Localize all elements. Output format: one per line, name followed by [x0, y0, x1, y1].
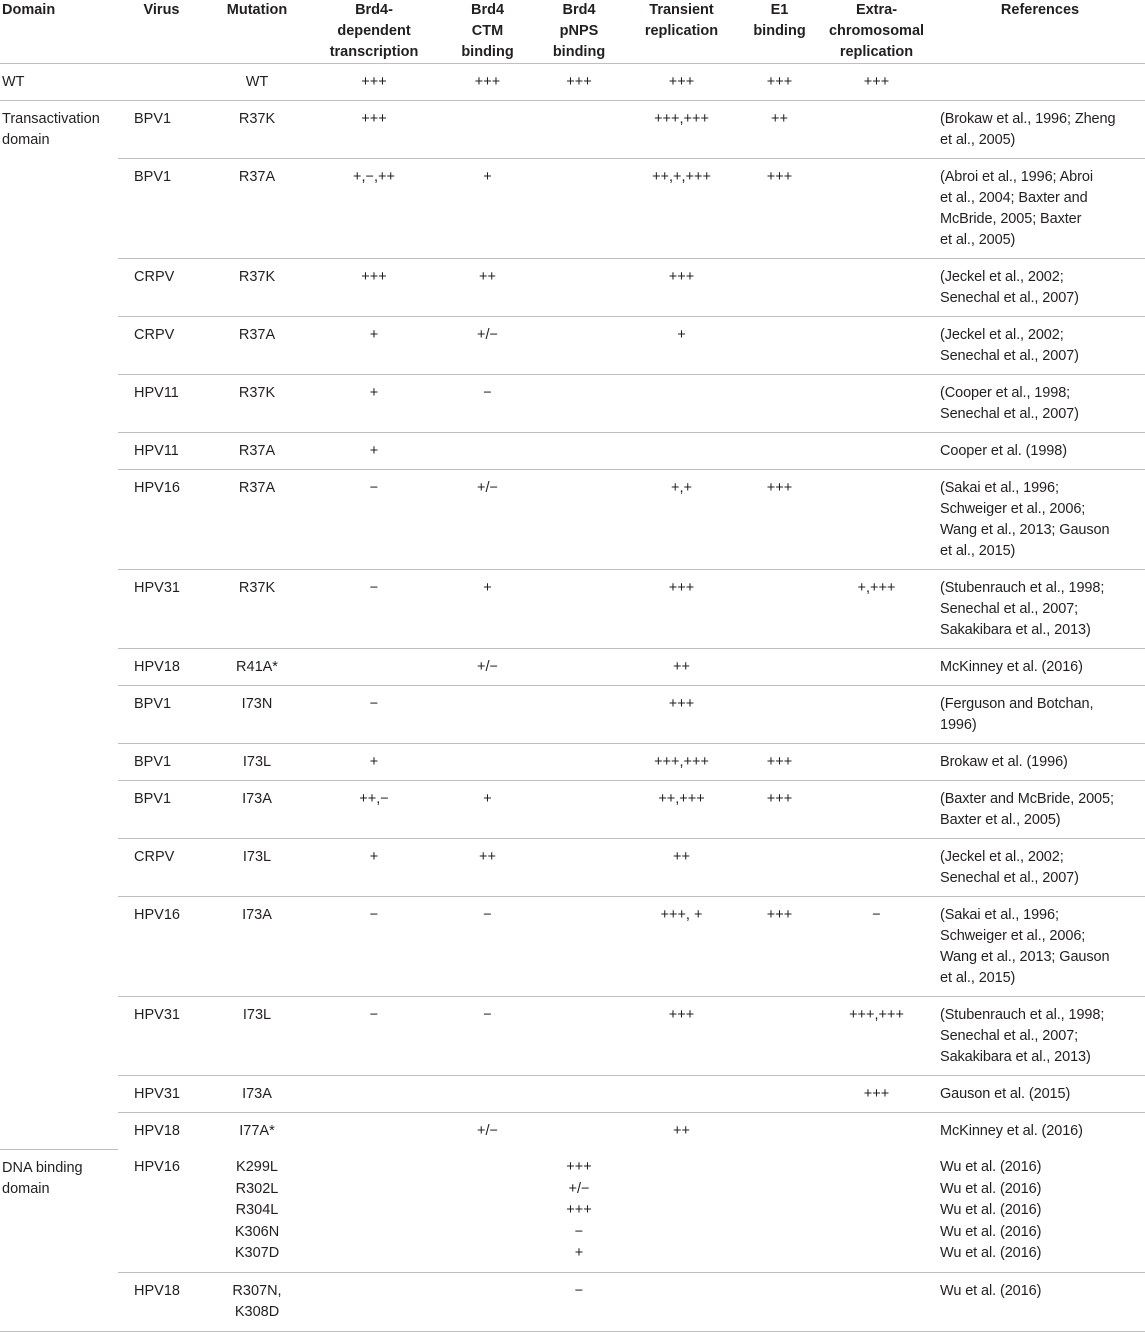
- brd4-dependent-cell: −: [309, 897, 439, 997]
- ctm-binding-cell: +/−: [439, 317, 536, 375]
- virus-cell: HPV11: [118, 375, 205, 433]
- mutation-cell: R37K: [205, 570, 309, 649]
- extrachromosomal-cell: [818, 317, 935, 375]
- table-body: [0, 64, 1145, 1332]
- brd4-dependent-cell: [309, 649, 439, 686]
- references-cell: [935, 839, 1145, 897]
- pnps-binding-cell: [536, 744, 622, 781]
- virus-cell: HPV11: [118, 433, 205, 470]
- brd4-dependent-cell: +: [309, 839, 439, 897]
- extrachromosomal-cell: −: [818, 897, 935, 997]
- brd4-dependent-cell: +: [309, 433, 439, 470]
- virus-cell: HPV16: [118, 897, 205, 997]
- transient-replication-cell: [622, 1076, 741, 1113]
- table-row: [0, 1076, 1145, 1113]
- mutation-cell: I73A: [205, 781, 309, 839]
- reference-line: Baxter et al., 2005): [940, 812, 1061, 828]
- reference-line: (Jeckel et al., 2002;: [940, 269, 1064, 285]
- table-row: [0, 375, 1145, 433]
- virus-cell: HPV18: [118, 1272, 205, 1331]
- pnps-value-line: −: [574, 1282, 584, 1299]
- ctm-binding-cell: [439, 433, 536, 470]
- domain-label: Transactivation: [2, 111, 100, 127]
- extrachromosomal-cell: [818, 1113, 935, 1150]
- table-row: [0, 686, 1145, 744]
- transient-replication-cell: +++: [622, 259, 741, 317]
- mutation-line: K308D: [234, 1304, 280, 1320]
- ctm-binding-cell: +/−: [439, 649, 536, 686]
- transient-replication-cell: +: [622, 317, 741, 375]
- reference-line: Sakakibara et al., 2013): [940, 622, 1091, 638]
- extrachromosomal-cell: +++: [818, 1076, 935, 1113]
- reference-line: Sakakibara et al., 2013): [940, 1049, 1091, 1065]
- virus-cell: [118, 64, 205, 101]
- header-text: transcription: [329, 44, 419, 60]
- table-row: [0, 1149, 1145, 1272]
- pnps-binding-cell: [536, 997, 622, 1076]
- extrachromosomal-cell: [818, 744, 935, 781]
- brd4-dependent-cell: −: [309, 470, 439, 570]
- transient-replication-cell: [622, 1272, 741, 1331]
- transient-replication-cell: +++: [622, 570, 741, 649]
- references-cell: [935, 686, 1145, 744]
- brd4-dependent-cell: ++,−: [309, 781, 439, 839]
- transient-replication-cell: +++: [622, 64, 741, 101]
- reference-line: (Brokaw et al., 1996; Zheng: [940, 111, 1116, 127]
- reference-line: (Sakai et al., 1996;: [940, 907, 1059, 923]
- references-cell: [935, 997, 1145, 1076]
- reference-line: Wu et al. (2016): [940, 1282, 1042, 1299]
- virus-cell: CRPV: [118, 259, 205, 317]
- virus-cell: HPV31: [118, 997, 205, 1076]
- table-row: [0, 317, 1145, 375]
- mutation-line: R304L: [235, 1202, 279, 1218]
- extrachromosomal-cell: [818, 259, 935, 317]
- header-row: [0, 0, 1145, 64]
- header-text: dependent: [337, 23, 411, 39]
- brd4-dependent-cell: +: [309, 744, 439, 781]
- pnps-binding-cell: [536, 433, 622, 470]
- reference-line: (Stubenrauch et al., 1998;: [940, 580, 1105, 596]
- reference-line: Schweiger et al., 2006;: [940, 928, 1086, 944]
- references-cell: [935, 1113, 1145, 1150]
- references-cell: [935, 433, 1145, 470]
- ctm-binding-cell: [439, 744, 536, 781]
- reference-line: Gauson et al. (2015): [940, 1086, 1071, 1102]
- reference-line: Wu et al. (2016): [940, 1202, 1042, 1218]
- mutation-cell: R37A: [205, 159, 309, 259]
- e1-binding-cell: +++: [741, 64, 818, 101]
- pnps-value-line: +: [574, 1245, 584, 1261]
- table-row: [0, 101, 1145, 159]
- header-extrachromosomal-replication: [818, 0, 935, 64]
- mutation-cell: R37K: [205, 259, 309, 317]
- reference-line: (Baxter and McBride, 2005;: [940, 791, 1114, 807]
- table-row: [0, 997, 1145, 1076]
- pnps-binding-cell: [536, 317, 622, 375]
- reference-line: et al., 2004; Baxter and: [940, 190, 1088, 206]
- references-cell: [935, 470, 1145, 570]
- transient-replication-cell: ++: [622, 839, 741, 897]
- virus-cell: HPV18: [134, 1123, 180, 1139]
- mutation-cell: [205, 1272, 309, 1331]
- mutation-cell: I73L: [205, 839, 309, 897]
- references-cell: [935, 64, 1145, 101]
- extrachromosomal-cell: [818, 470, 935, 570]
- pnps-value-line: +/−: [568, 1180, 590, 1197]
- e1-binding-cell: [741, 1076, 818, 1113]
- table-row: [0, 470, 1145, 570]
- header-text: CTM: [471, 23, 504, 39]
- extrachromosomal-cell: +,+++: [818, 570, 935, 649]
- ctm-binding-cell: [439, 686, 536, 744]
- reference-line: et al., 2015): [940, 543, 1016, 559]
- transient-replication-cell: ++: [673, 1123, 690, 1139]
- mutation-cell: R37K: [205, 375, 309, 433]
- transient-replication-cell: [622, 375, 741, 433]
- e1-binding-cell: +++: [741, 744, 818, 781]
- table-row: [0, 897, 1145, 997]
- transient-replication-cell: ++: [622, 649, 741, 686]
- mutation-cell: [205, 1149, 309, 1272]
- transient-replication-cell: +,+: [622, 470, 741, 570]
- reference-line: (Stubenrauch et al., 1998;: [940, 1007, 1105, 1023]
- ctm-binding-cell: [439, 1149, 536, 1272]
- pnps-binding-cell: [536, 686, 622, 744]
- mutation-cell: WT: [205, 64, 309, 101]
- references-cell: [935, 897, 1145, 997]
- mutation-cell: R37A: [205, 470, 309, 570]
- references-cell: [935, 781, 1145, 839]
- mutation-cell: I73N: [205, 686, 309, 744]
- brd4-dependent-cell: +: [309, 375, 439, 433]
- pnps-value-line: +++: [566, 1202, 592, 1218]
- domain-label: domain: [2, 132, 50, 148]
- header-text: Brd4: [562, 2, 596, 18]
- pnps-binding-cell: [536, 781, 622, 839]
- domain-cell: WT: [0, 64, 118, 101]
- pnps-binding-cell: [536, 375, 622, 433]
- reference-line: (Sakai et al., 1996;: [940, 480, 1059, 496]
- extrachromosomal-cell: [818, 1272, 935, 1331]
- brd4-dependent-cell: +: [309, 317, 439, 375]
- reference-line: Brokaw et al. (1996): [940, 754, 1068, 770]
- ctm-binding-cell: +: [439, 570, 536, 649]
- e1-binding-cell: [741, 1113, 818, 1150]
- e1-binding-cell: [741, 839, 818, 897]
- ctm-binding-cell: ++: [439, 259, 536, 317]
- pnps-value-line: +++: [566, 1159, 592, 1175]
- header-text: Extra-: [855, 2, 898, 18]
- mutation-line: K306N: [234, 1223, 280, 1240]
- reference-line: Senechal et al., 2007;: [940, 601, 1079, 617]
- transient-replication-cell: [622, 1149, 741, 1272]
- reference-line: McBride, 2005; Baxter: [940, 211, 1082, 227]
- mutation-cell: R41A*: [205, 649, 309, 686]
- table-row-wt: [0, 64, 1145, 101]
- reference-line: (Ferguson and Botchan,: [940, 696, 1094, 712]
- table-row: [0, 433, 1145, 470]
- references-cell: [935, 1076, 1145, 1113]
- virus-cell: HPV31: [118, 570, 205, 649]
- header-virus: Virus: [118, 0, 205, 64]
- pnps-binding-cell: [536, 159, 622, 259]
- e1-binding-cell: +++: [741, 897, 818, 997]
- ctm-binding-cell: [439, 101, 536, 159]
- brd4-dependent-cell: +,−,++: [309, 159, 439, 259]
- domain-cell: [0, 101, 118, 1150]
- reference-line: Wang et al., 2013; Gauson: [940, 949, 1110, 965]
- extrachromosomal-cell: [818, 1149, 935, 1272]
- pnps-binding-cell: [536, 259, 622, 317]
- reference-line: Wu et al. (2016): [940, 1159, 1042, 1175]
- brd4-dependent-cell: −: [309, 997, 439, 1076]
- extrachromosomal-cell: [818, 101, 935, 159]
- virus-cell: BPV1: [118, 686, 205, 744]
- domain-cell: [0, 1149, 118, 1331]
- references-cell: [935, 375, 1145, 433]
- reference-line: Wu et al. (2016): [940, 1223, 1042, 1240]
- reference-line: Senechal et al., 2007): [940, 348, 1079, 364]
- pnps-binding-cell: +++: [536, 64, 622, 101]
- e1-binding-cell: +++: [741, 159, 818, 259]
- header-mutation: Mutation: [205, 0, 309, 64]
- references-cell: [935, 1272, 1145, 1331]
- reference-line: et al., 2005): [940, 132, 1016, 148]
- domain-label: DNA binding: [2, 1159, 83, 1176]
- table-row: [0, 259, 1145, 317]
- brd4-dependent-cell: +++: [309, 259, 439, 317]
- mutation-cell: R37A: [205, 433, 309, 470]
- table-row: [0, 570, 1145, 649]
- brd4-dependent-cell: [309, 1272, 439, 1331]
- brd4-dependent-cell: −: [309, 570, 439, 649]
- header-e1-binding: [741, 0, 818, 64]
- e1-binding-cell: [741, 1149, 818, 1272]
- e1-binding-cell: +++: [741, 470, 818, 570]
- transient-replication-cell: +++,+++: [622, 101, 741, 159]
- pnps-binding-cell: [536, 839, 622, 897]
- ctm-binding-cell: −: [439, 375, 536, 433]
- ctm-binding-cell: +++: [439, 64, 536, 101]
- e1-binding-cell: [741, 433, 818, 470]
- header-brd4-dependent-transcription: [309, 0, 439, 64]
- mutation-cell: I73A: [205, 1076, 309, 1113]
- extrachromosomal-cell: [818, 375, 935, 433]
- references-cell: [935, 570, 1145, 649]
- references-cell: [935, 1149, 1145, 1272]
- e1-binding-cell: [741, 375, 818, 433]
- header-text: Transient: [649, 2, 714, 18]
- e1-binding-cell: [741, 1272, 818, 1331]
- extrachromosomal-cell: [818, 433, 935, 470]
- reference-line: McKinney et al. (2016): [940, 1123, 1083, 1139]
- virus-cell: BPV1: [118, 159, 205, 259]
- reference-line: 1996): [940, 717, 977, 733]
- mutation-cell: I73L: [205, 744, 309, 781]
- virus-cell: HPV16: [118, 1149, 205, 1272]
- pnps-binding-cell: [536, 1113, 622, 1150]
- virus-cell: CRPV: [118, 839, 205, 897]
- brd4-dependent-cell: [309, 1149, 439, 1272]
- transient-replication-cell: [622, 433, 741, 470]
- reference-line: Cooper et al. (1998): [940, 443, 1067, 459]
- ctm-binding-cell: [439, 1076, 536, 1113]
- extrachromosomal-cell: +++,+++: [818, 997, 935, 1076]
- transient-replication-cell: +++, +: [622, 897, 741, 997]
- reference-line: McKinney et al. (2016): [940, 659, 1083, 675]
- e1-binding-cell: [741, 259, 818, 317]
- virus-cell: HPV31: [118, 1076, 205, 1113]
- header-text: binding: [461, 44, 514, 60]
- reference-line: Senechal et al., 2007): [940, 290, 1079, 306]
- e1-binding-cell: ++: [741, 101, 818, 159]
- reference-line: (Abroi et al., 1996; Abroi: [940, 169, 1093, 185]
- mutation-cell: I73A: [205, 897, 309, 997]
- reference-line: Senechal et al., 2007): [940, 406, 1079, 422]
- table-row: [0, 781, 1145, 839]
- pnps-binding-cell: [536, 1076, 622, 1113]
- header-text: chromosomal: [828, 23, 925, 39]
- header-references: References: [935, 0, 1145, 64]
- ctm-binding-cell: +/−: [477, 1123, 498, 1139]
- pnps-binding-cell: [536, 470, 622, 570]
- header-brd4-ctm-binding: [439, 0, 536, 64]
- pnps-binding-cell: [536, 897, 622, 997]
- pnps-binding-cell: [536, 101, 622, 159]
- ctm-binding-cell: +: [439, 159, 536, 259]
- extrachromosomal-cell: [818, 649, 935, 686]
- mutation-cell: R37A: [205, 317, 309, 375]
- ctm-binding-cell: ++: [439, 839, 536, 897]
- e1-binding-cell: [741, 686, 818, 744]
- header-text: replication: [644, 23, 719, 39]
- extrachromosomal-cell: [818, 686, 935, 744]
- e1-binding-cell: [741, 570, 818, 649]
- reference-line: Schweiger et al., 2006;: [940, 501, 1086, 517]
- reference-line: (Jeckel et al., 2002;: [940, 327, 1064, 343]
- ctm-binding-cell: +: [439, 781, 536, 839]
- brd4-dependent-cell: [309, 1076, 439, 1113]
- ctm-binding-cell: −: [439, 997, 536, 1076]
- pnps-value-line: −: [574, 1223, 584, 1240]
- pnps-binding-cell: [536, 649, 622, 686]
- pnps-binding-cell: [536, 1272, 622, 1331]
- ctm-binding-cell: +/−: [439, 470, 536, 570]
- ctm-binding-cell: −: [439, 897, 536, 997]
- virus-cell: BPV1: [118, 781, 205, 839]
- table-row: [0, 1272, 1145, 1331]
- table-row: [0, 744, 1145, 781]
- brd4-dependent-cell: [309, 1113, 439, 1150]
- e1-binding-cell: [741, 997, 818, 1076]
- ctm-binding-cell: [439, 1272, 536, 1331]
- extrachromosomal-cell: [818, 839, 935, 897]
- transient-replication-cell: +++: [622, 686, 741, 744]
- mutation-line: R307N,: [232, 1282, 282, 1299]
- e1-binding-cell: [741, 317, 818, 375]
- reference-line: Senechal et al., 2007): [940, 870, 1079, 886]
- mutation-line: R302L: [235, 1180, 279, 1197]
- reference-line: Senechal et al., 2007;: [940, 1028, 1079, 1044]
- brd4-dependent-cell: +++: [309, 64, 439, 101]
- references-cell: [935, 649, 1145, 686]
- e1-binding-cell: +++: [741, 781, 818, 839]
- table-row: [0, 839, 1145, 897]
- virus-cell: HPV16: [118, 470, 205, 570]
- virus-cell: HPV18: [118, 649, 205, 686]
- extrachromosomal-cell: +++: [818, 64, 935, 101]
- header-text: binding: [753, 23, 806, 39]
- mutation-cell: I73L: [205, 997, 309, 1076]
- references-cell: [935, 159, 1145, 259]
- virus-cell: BPV1: [118, 744, 205, 781]
- mutation-line: K307D: [234, 1245, 280, 1261]
- header-text: Brd4: [470, 2, 505, 18]
- table-row: [0, 649, 1145, 686]
- header-text: binding: [552, 44, 606, 60]
- mutation-cell: R37K: [205, 101, 309, 159]
- header-text: E1: [770, 2, 789, 18]
- references-cell: [935, 101, 1145, 159]
- header-transient-replication: [622, 0, 741, 64]
- transient-replication-cell: ++,+,+++: [622, 159, 741, 259]
- transient-replication-cell: +++,+++: [622, 744, 741, 781]
- reference-line: et al., 2005): [940, 232, 1016, 248]
- table-row: [0, 159, 1145, 259]
- references-cell: [935, 744, 1145, 781]
- e1-binding-cell: [741, 649, 818, 686]
- mutation-cell: I77A*: [239, 1123, 275, 1139]
- pnps-binding-cell: [536, 1149, 622, 1272]
- references-cell: [935, 317, 1145, 375]
- header-domain: Domain: [0, 0, 118, 64]
- header-text: replication: [839, 44, 914, 60]
- virus-cell: BPV1: [118, 101, 205, 159]
- extrachromosomal-cell: [818, 781, 935, 839]
- reference-line: et al., 2015): [940, 970, 1016, 986]
- header-text: Brd4-: [355, 2, 393, 18]
- reference-line: Wang et al., 2013; Gauson: [940, 522, 1110, 538]
- pnps-binding-cell: [536, 570, 622, 649]
- reference-line: Wu et al. (2016): [940, 1245, 1042, 1261]
- reference-line: (Jeckel et al., 2002;: [940, 849, 1064, 865]
- reference-line: (Cooper et al., 1998;: [940, 385, 1071, 401]
- references-cell: [935, 259, 1145, 317]
- transient-replication-cell: +++: [622, 997, 741, 1076]
- table-row: [0, 1113, 1145, 1150]
- reference-line: Wu et al. (2016): [940, 1180, 1042, 1197]
- brd4-dependent-cell: +++: [309, 101, 439, 159]
- header-text: pNPS: [559, 23, 599, 39]
- extrachromosomal-cell: [818, 159, 935, 259]
- mutation-line: K299L: [236, 1159, 278, 1175]
- virus-cell: CRPV: [118, 317, 205, 375]
- transient-replication-cell: ++,+++: [622, 781, 741, 839]
- domain-label: domain: [2, 1180, 50, 1197]
- header-brd4-pnps-binding: [536, 0, 622, 64]
- brd4-dependent-cell: −: [309, 686, 439, 744]
